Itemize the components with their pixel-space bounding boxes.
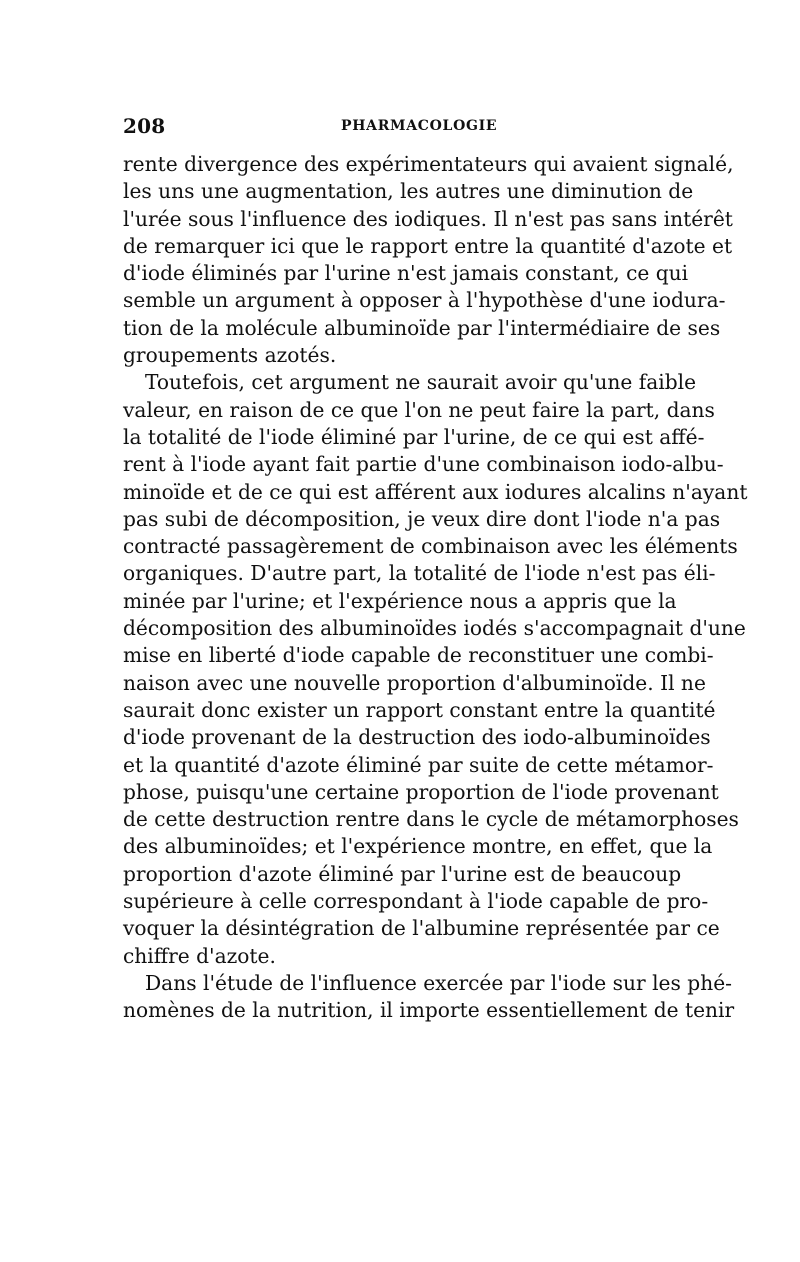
paragraph: [123, 369, 748, 970]
text-line: la totalité de l'iode éliminé par l'urine, de ce qui est affé-: [123, 424, 705, 449]
text-line: décomposition des albuminoïdes iodés s'accompagnait d'une: [123, 616, 746, 641]
text-line: et la quantité d'azote éliminé par suite de cette métamor-: [123, 752, 714, 777]
text-line: rent à l'iode ayant fait partie d'une combinaison iodo-albu-: [123, 452, 724, 477]
text-line: des albuminoïdes; et l'expérience montre, en effet, que la: [123, 834, 713, 859]
text-line: d'iode provenant de la destruction des iodo-albuminoïdes: [123, 725, 711, 750]
text-line: tion de la molécule albuminoïde par l'intermédiaire de ses: [123, 315, 721, 340]
text-line: contracté passagèrement de combinaison avec les éléments: [123, 534, 738, 559]
text-line: de cette destruction rentre dans le cycle de métamorphoses: [123, 807, 739, 832]
text-line: de remarquer ici que le rapport entre la quantité d'azote et: [123, 233, 733, 258]
text-line: voquer la désintégration de l'albumine représentée par ce: [123, 916, 720, 941]
text-line: semble un argument à opposer à l'hypothèse d'une iodura-: [123, 288, 726, 313]
paragraph: [123, 970, 735, 1025]
running-title: PHARMACOLOGIE: [341, 118, 498, 134]
text-line: nomènes de la nutrition, il importe essentiellement de tenir: [123, 998, 735, 1023]
text-line: minée par l'urine; et l'expérience nous a appris que la: [123, 588, 677, 613]
running-head: [123, 114, 675, 138]
text-line: les uns une augmentation, les autres une diminution de: [123, 179, 694, 204]
text-line: Toutefois, cet argument ne saurait avoir qu'une faible: [145, 370, 697, 395]
text-line: l'urée sous l'influence des iodiques. Il n'est pas sans intérêt: [123, 206, 733, 231]
text-line: mise en liberté d'iode capable de reconstituer une combi-: [123, 643, 714, 668]
paragraph: [123, 151, 734, 369]
text-line: minoïde et de ce qui est afférent aux iodures alcalins n'ayant: [123, 479, 748, 504]
text-line: saurait donc exister un rapport constant entre la quantité: [123, 697, 716, 722]
page-number: 208: [123, 114, 166, 138]
text-line: Dans l'étude de l'influence exercée par l'iode sur les phé-: [145, 970, 732, 995]
text-line: phose, puisqu'une certaine proportion de l'iode provenant: [123, 779, 719, 804]
body-text: [123, 151, 748, 1025]
text-line: supérieure à celle correspondant à l'iode capable de pro-: [123, 889, 709, 914]
text-line: organiques. D'autre part, la totalité de l'iode n'est pas éli-: [123, 561, 716, 586]
text-line: pas subi de décomposition, je veux dire dont l'iode n'a pas: [123, 506, 721, 531]
text-line: groupements azotés.: [123, 343, 337, 368]
text-line: d'iode éliminés par l'urine n'est jamais constant, ce qui: [123, 261, 689, 286]
text-line: naison avec une nouvelle proportion d'albuminoïde. Il ne: [123, 670, 706, 695]
text-line: rente divergence des expérimentateurs qui avaient signalé,: [123, 152, 734, 176]
text-line: chiffre d'azote.: [123, 943, 276, 968]
text-line: valeur, en raison de ce que l'on ne peut faire la part, dans: [123, 397, 715, 422]
text-line: proportion d'azote éliminé par l'urine est de beaucoup: [123, 861, 682, 886]
